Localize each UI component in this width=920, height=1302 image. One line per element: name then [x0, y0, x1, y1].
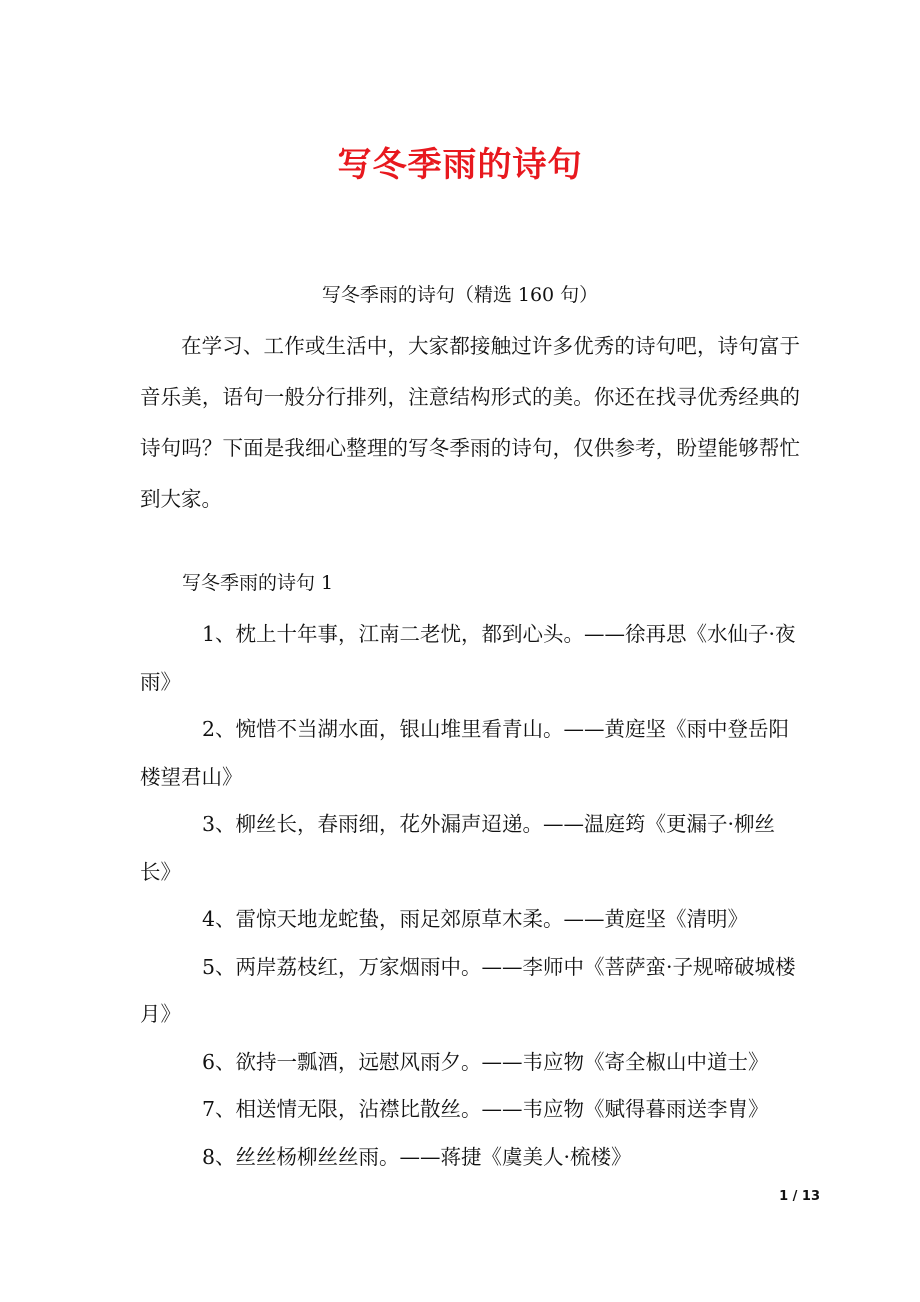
poem-list [140, 611, 800, 1181]
poem-item: 5、两岸荔枝红，万家烟雨中。——李师中《菩萨蛮·子规啼破城楼月》 [140, 954, 796, 1026]
poem-item: 4、雷惊天地龙蛇蛰，雨足郊原草木柔。——黄庭坚《清明》 [202, 907, 749, 931]
poem-item: 8、丝丝杨柳丝丝雨。——蒋捷《虞美人·梳楼》 [202, 1144, 632, 1169]
poem-item: 6、欲持一瓢酒，远慰风雨夕。——韦应物《寄全椒山中道士》 [202, 1049, 769, 1074]
document-title: 写冬季雨的诗句 [337, 145, 583, 185]
poem-item: 2、惋惜不当湖水面，银山堆里看青山。——黄庭坚《雨中登岳阳楼望君山》 [140, 717, 790, 789]
section-heading: 写冬季雨的诗句 1 [182, 572, 334, 594]
intro-paragraph: 在学习、工作或生活中，大家都接触过许多优秀的诗句吧，诗句富于音乐美，语句一般分行排列，注意结构形式的美。你还在找寻优秀经典的诗句吗？下面是我细心整理的写冬季雨的诗句，仅供参考，盼望能够帮忙到大家。 [140, 334, 800, 511]
document-subtitle: 写冬季雨的诗句（精选 160 句） [321, 284, 599, 306]
page-number: 1 / 13 [779, 1189, 820, 1204]
poem-item: 1、枕上十年事，江南二老忧，都到心头。——徐再思《水仙子·夜雨》 [140, 622, 796, 694]
poem-item: 7、相送情无限，沾襟比散丝。——韦应物《赋得暮雨送李胄》 [202, 1097, 769, 1121]
poem-item: 3、柳丝长，春雨细，花外漏声迢递。——温庭筠《更漏子·柳丝长》 [140, 812, 776, 884]
